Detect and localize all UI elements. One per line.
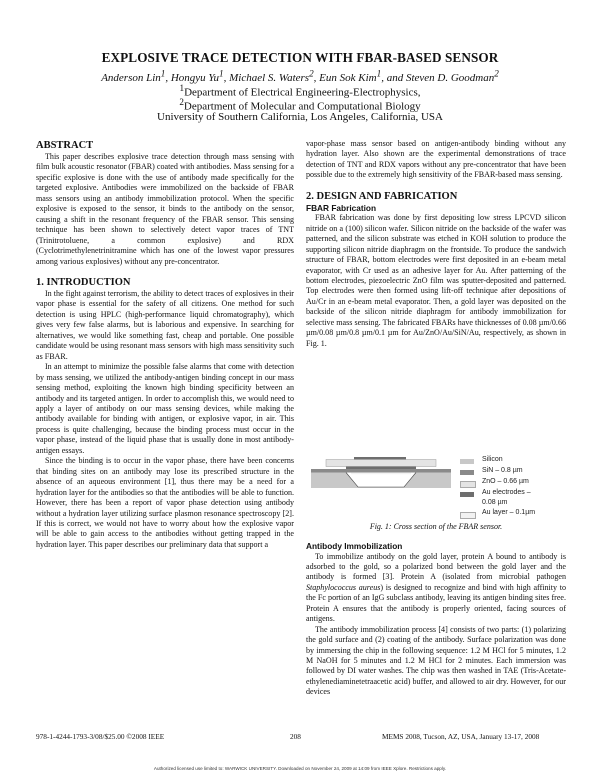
fbar-fabrication-heading: FBAR Fabrication: [306, 202, 377, 213]
page-number: 208: [290, 732, 301, 741]
legend-label: SiN – 0.8 µm: [482, 467, 523, 474]
footer-conference: MEMS 2008, Tucson, AZ, USA, January 13-17, 2008: [382, 732, 540, 741]
bottom-electrode: [346, 467, 416, 470]
immob-paragraph: To immobilize antibody on the gold layer, protein A bound to antibody is adsorbed to the gold, so a polarized bond between the gold layer and the antibody is formed [3]. Protein A (isolated from microbial pathogen Staphylococcus aureus) is designed to recognize and bind with high affinity to the Fc portion of an IgG subclass antibody, leaving its antigen binding sites free. Protein A ensures that the antibody is properly oriented, facing sources of antigens.: [306, 551, 566, 624]
backside-au-layer: [346, 473, 416, 488]
left-column: [36, 139, 294, 550]
legend-label: Au layer – 0.1µm: [482, 509, 536, 516]
intro-paragraph: In the fight against terrorism, the ability to detect traces of explosives in their vapor phase is essential for the safety of all citizens. One method for such detection is using HPLC (high-performance liquid chromatography), which gives very few false alarms, but is laborious and expensive. In searching for alternatives, we would like something fast, cheap and portable. One possible candidate would be using resonant mass sensors with high mass sensitivity such as FBAR.: [36, 288, 294, 361]
backside-au-fill: [351, 473, 411, 475]
author-list: [0, 68, 600, 84]
legend-label: 0.08 µm: [482, 499, 508, 506]
zno-layer: [326, 460, 436, 467]
right-column: [306, 139, 566, 349]
legend-swatch: [460, 492, 474, 497]
footer-copyright: 978-1-4244-1793-3/08/$25.00 ©2008 IEEE: [36, 732, 165, 741]
top-electrode: [354, 457, 406, 460]
legend-label: Au electrodes –: [482, 489, 531, 496]
fbar-cross-section-figure: [306, 445, 456, 499]
intro-paragraph: In an attempt to minimize the possible false alarms that come with detection by mass sensing, we utilized the antibody-antigen binding concept in our mass sensing method, exploiting the known high binding specificity between an antibody and its targeted antigen. In order to accomplish this, we would need to apply a layer of antibody on our mass sensing devices, while making the antibody available for binding with antigen, or explosive vapor, in air. This process is quite challenging, because the binding process must occur in the vapor phase, instead of the liquid phase that is usually done in most antibody-antigen essays.: [36, 362, 294, 455]
author: Hongyu Yu$^1$,: [170, 68, 230, 84]
author: Steven D. Goodman$^2$: [405, 68, 499, 84]
legend-swatch: [460, 470, 474, 475]
author: Anderson Lin$^1$,: [101, 68, 171, 84]
abstract-heading: ABSTRACT: [36, 140, 94, 151]
intro-continuation: vapor-phase mass sensor based on antigen-antibody binding without any hydration layer. Also shown are the experimental demonstrations of trace detection of TNT and RDX vapors without any pre-concentrator that have been possible due to the extremely high sensitivity of the FBAR-based mass sensing.: [306, 139, 566, 180]
author: Michael S. Waters$^2$,: [229, 68, 320, 84]
paper-title: EXPLOSIVE TRACE DETECTION WITH FBAR-BASED SENSOR: [101, 50, 499, 65]
legend-label: Silicon: [482, 456, 503, 463]
design-text: FBAR fabrication was done by first depositing low stress LPCVD silicon nitride on a (100) silicon wafer. Silicon nitride on the backside of the wafer was patterned, and the silicon substrate was etched in KOH solution to produce the supporting silicon nitride diaphragm on the frontside. To produce the sandwich structure of FBAR, bottom electrodes were first deposited in an e-beam metal evaporator, with Cr used as an adhesive layer for Au. After patterning of the bottom electrodes, piezoelectric ZnO film was sputter-deposited and patterned. Top electrodes were then formed using lift-off technique after depositions of Au/Cr in an e-beam metal evaporator. Then, a gold layer was deposited on the backside of the silicon nitride diaphragm for antibody immobilization for selective mass sensing. The fabricated FBARs have thicknesses of 0.08 µm/0.66 µm/0.08 µm/0.8 µm/0.1 µm for Au/ZnO/Au/SiN/Au, respectively, as shown in Fig. 1.: [306, 213, 566, 348]
author: Eun Sok Kim$^1$, and: [319, 68, 406, 84]
right-column-lower: [306, 541, 566, 698]
immob-paragraph: The antibody immobilization process [4] consists of two parts: (1) polarizing the gold surface and (2) coating of the antibody. Surface polarization was done by immersing the chip in the following sequence: 1.2 M HCl for 5 minutes, 1.2 M NaOH for 5 minutes and 1.2 M HCl for 2 minutes. Each immersion was followed by DI water washes. The chip was then washed in TAE (Tris-Acetate-ethylenediaminetetraacetic acid) buffer, and allowed to air dry. However, for our devices: [306, 624, 566, 697]
abstract-text: This paper describes explosive trace detection through mass sensing with film bulk acoustic resonator (FBAR) coated with antibodies. Mass sensing for a specific explosive is done with the use of antibody made specifically for the targeted explosive. Antibodies were immobilized on the backside of FBAR mass sensors using an antibody immobilization protocol. When the specific explosive is exposed to the sensor, it binds to the antibody on the sensor, causing a shift in the resonant frequency of the FBAR sensor. This sensing technique has been shown to selectively detect vapor traces of TNT (Trinitrotoluene, a common explosive) and RDX (Cyclotrimethylenetrinitramine which has one of the lowest vapor pressures among various explosives) without any pre-concentrator.: [36, 152, 294, 266]
affiliation: University of Southern California, Los Angeles, California, USA: [157, 111, 443, 123]
legend-swatch: [460, 459, 474, 464]
antibody-immobilization-heading: Antibody Immobilization: [306, 541, 403, 551]
license-note: Authorized licensed use limited to: WARWICK UNIVERSITY. Downloaded on November 24, 2009 at 14:09 from IEEE Xplore. Restrictions apply.: [153, 766, 447, 771]
intro-heading: 1. INTRODUCTION: [36, 276, 131, 288]
affiliation: $^1$Department of Electrical Engineering-Electrophysics,: [179, 83, 421, 99]
affiliation: $^2$Department of Molecular and Computational Biology: [179, 97, 421, 113]
legend-swatch: [460, 512, 476, 519]
legend-swatch: [460, 481, 476, 488]
silicon-substrate: [311, 473, 451, 489]
intro-paragraph: Since the binding is to occur in the vapor phase, there have been concerns that binding sites on an antibody may lose its prescribed structure in the absence of an aqueous environment [1], thus there may be a need for a hydration layer for the antibodies so that the antibodies will be able to function. However, there has been a report of vapor phase detection using antibody without a hydration layer utilizing surface plasmon resonance spectroscopy [2]. If this is correct, we would not have to worry about how the explosive vapor will be able to gain access to the antibodies without getting trapped in the hydration layer. This paper describes our preliminary data that support a: [36, 456, 294, 549]
legend-label: ZnO – 0.66 µm: [482, 478, 529, 485]
figure-caption: Fig. 1: Cross section of the FBAR sensor.: [369, 522, 503, 531]
design-heading: 2. DESIGN AND FABRICATION: [306, 190, 458, 202]
sin-layer: [311, 469, 451, 473]
